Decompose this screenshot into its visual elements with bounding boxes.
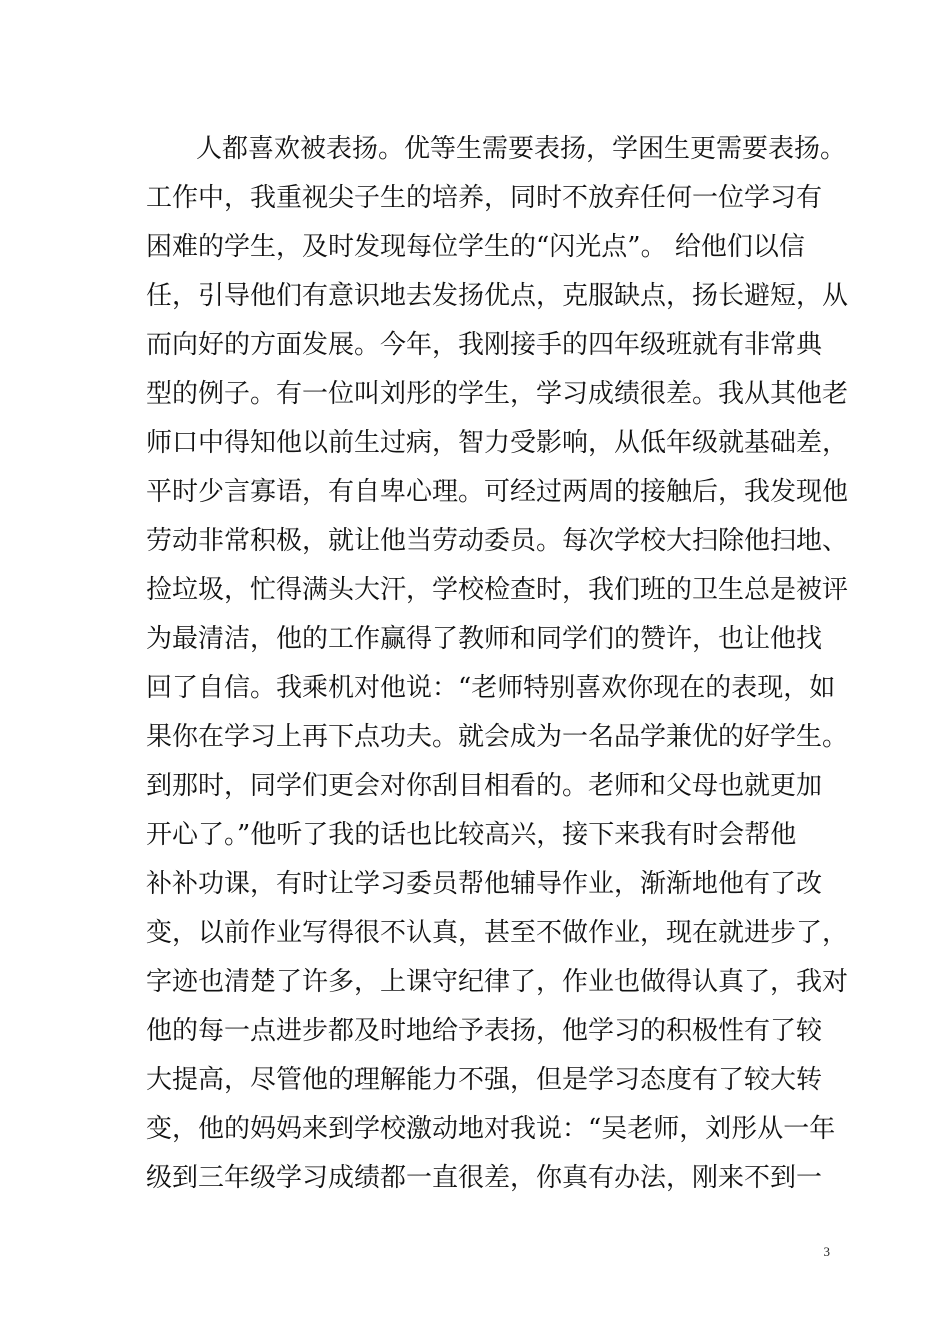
- text-line: 果你在学习上再下点功夫。就会成为一名品学兼优的好学生。: [146, 722, 849, 752]
- text-line: 工作中，我重视尖子生的培养，同时不放弃任何一位学习有: [146, 183, 823, 213]
- text-line: 他的每一点进步都及时地给予表扬，他学习的积极性有了较: [146, 1016, 823, 1046]
- text-line: 大提高，尽管他的理解能力不强，但是学习态度有了较大转: [146, 1065, 823, 1095]
- text-line: 为最清洁，他的工作赢得了教师和同学们的赞许，也让他找: [146, 624, 823, 654]
- text-line: 到那时，同学们更会对你刮目相看的。老师和父母也就更加: [146, 771, 823, 801]
- text-line: 师口中得知他以前生过病，智力受影响，从低年级就基础差，: [146, 428, 849, 458]
- text-line: 困难的学生，及时发现每位学生的“闪光点”。 给他们以信: [146, 232, 805, 262]
- text-line: 字迹也清楚了许多，上课守纪律了，作业也做得认真了，我对: [146, 967, 849, 997]
- text-line: 平时少言寡语，有自卑心理。可经过两周的接触后，我发现他: [146, 477, 849, 507]
- text-line: 变，他的妈妈来到学校激动地对我说：“吴老师，刘彤从一年: [146, 1114, 836, 1144]
- text-line: 型的例子。有一位叫刘彤的学生，学习成绩很差。我从其他老: [146, 379, 849, 409]
- text-line: 任，引导他们有意识地去发扬优点，克服缺点，扬长避短，从: [146, 281, 849, 311]
- text-line: 开心了。”他听了我的话也比较高兴，接下来我有时会帮他: [146, 820, 797, 850]
- text-line: 捡垃圾，忙得满头大汗，学校检查时，我们班的卫生总是被评: [146, 575, 849, 605]
- text-line: 变，以前作业写得很不认真，甚至不做作业，现在就进步了，: [146, 918, 849, 948]
- text-line: 而向好的方面发展。今年，我刚接手的四年级班就有非常典: [146, 330, 823, 360]
- text-line: 人都喜欢被表扬。优等生需要表扬，学困生更需要表扬。: [196, 134, 847, 164]
- text-line: 回了自信。我乘机对他说：“老师特别喜欢你现在的表现，如: [146, 673, 836, 703]
- text-line: 补补功课，有时让学习委员帮他辅导作业，渐渐地他有了改: [146, 869, 823, 899]
- text-line: 级到三年级学习成绩都一直很差，你真有办法，刚来不到一: [146, 1163, 823, 1193]
- body-paragraph: [146, 125, 849, 1203]
- text-line: 劳动非常积极，就让他当劳动委员。每次学校大扫除他扫地、: [146, 526, 849, 556]
- page-number: 3: [823, 1244, 830, 1259]
